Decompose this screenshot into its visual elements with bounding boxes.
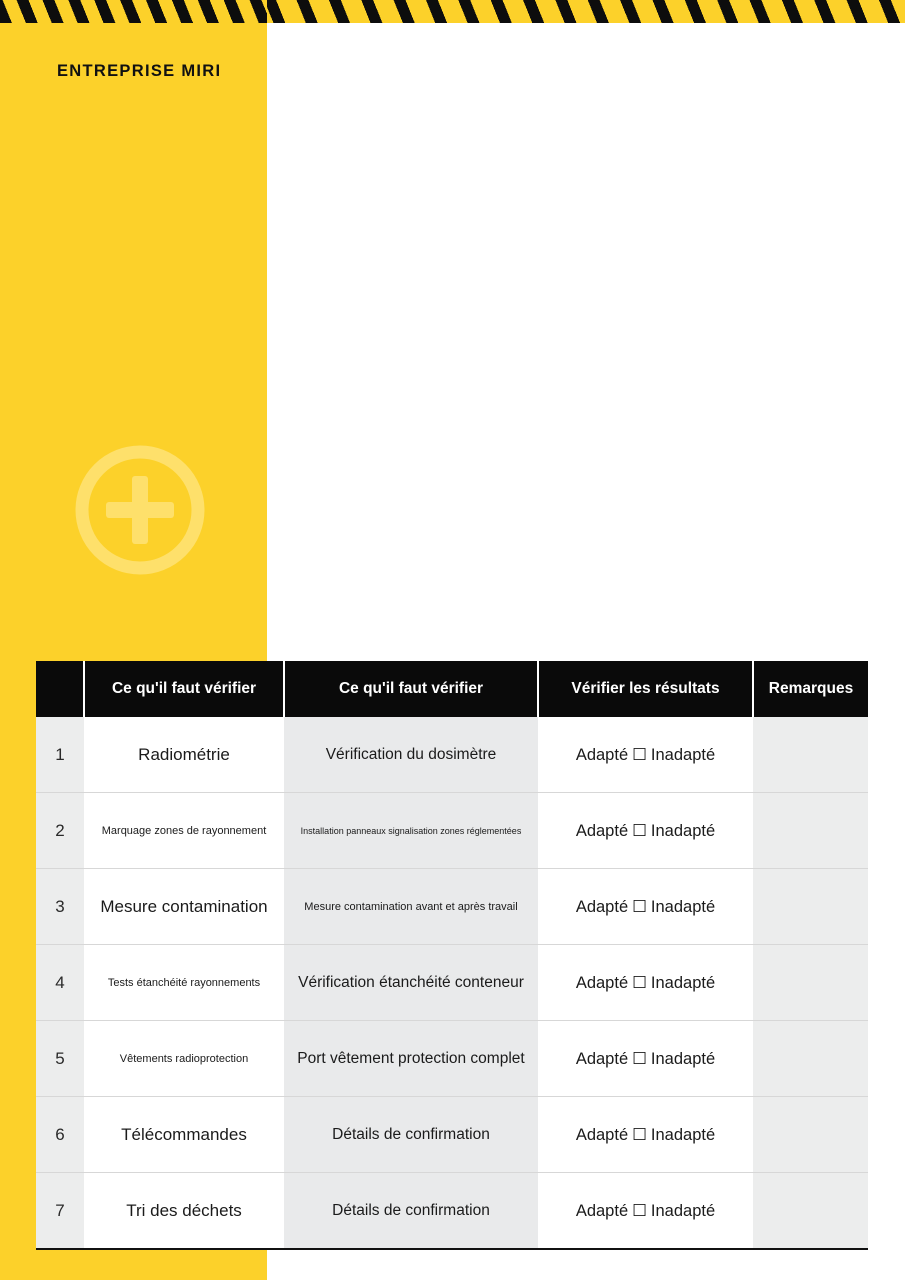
result-adapted-label[interactable]: Adapté: [575, 897, 629, 916]
column-header-index: [36, 661, 84, 717]
result-unadapted-label[interactable]: Inadapté: [650, 821, 716, 840]
table-row: [36, 1021, 868, 1097]
row-check-item: Radiométrie: [84, 717, 284, 793]
result-unadapted-label[interactable]: Inadapté: [650, 973, 716, 992]
safety-checklist-table: [36, 661, 868, 1250]
result-adapted-label[interactable]: Adapté: [575, 1125, 629, 1144]
row-index: 4: [36, 945, 84, 1021]
row-result-options[interactable]: [538, 869, 753, 945]
side-panel-rail: [0, 645, 36, 1245]
table-row: [36, 717, 868, 793]
result-adapted-label[interactable]: Adapté: [575, 1201, 629, 1220]
result-adapted-label[interactable]: Adapté: [575, 745, 629, 764]
result-adapted-label[interactable]: Adapté: [575, 821, 629, 840]
row-check-detail: Mesure contamination avant et après travail: [284, 869, 538, 945]
row-index: 3: [36, 869, 84, 945]
table-row: [36, 793, 868, 869]
row-check-detail: Vérification du dosimètre: [284, 717, 538, 793]
row-index: 1: [36, 717, 84, 793]
result-unadapted-label[interactable]: Inadapté: [650, 745, 716, 764]
checkbox-icon[interactable]: ☐: [632, 1201, 647, 1220]
row-remarks[interactable]: [753, 793, 868, 869]
row-check-item: Mesure contamination: [84, 869, 284, 945]
row-remarks[interactable]: [753, 1173, 868, 1249]
table-row: [36, 869, 868, 945]
result-unadapted-label[interactable]: Inadapté: [650, 1125, 716, 1144]
checkbox-icon[interactable]: ☐: [632, 1049, 647, 1068]
circle-plus-icon: [70, 440, 210, 580]
row-index: 2: [36, 793, 84, 869]
row-check-item: Télécommandes: [84, 1097, 284, 1173]
hazard-stripe-band: [0, 0, 905, 23]
hazard-stripe-right: [267, 0, 905, 23]
column-header-check: Ce qu'il faut vérifier: [84, 661, 284, 717]
row-check-item: Vêtements radioprotection: [84, 1021, 284, 1097]
row-result-options[interactable]: [538, 945, 753, 1021]
result-unadapted-label[interactable]: Inadapté: [650, 897, 716, 916]
column-header-detail: Ce qu'il faut vérifier: [284, 661, 538, 717]
hazard-stripe-left: [0, 0, 267, 23]
result-adapted-label[interactable]: Adapté: [575, 1049, 629, 1068]
result-unadapted-label[interactable]: Inadapté: [650, 1201, 716, 1220]
row-result-options[interactable]: [538, 717, 753, 793]
table-row: [36, 945, 868, 1021]
row-index: 6: [36, 1097, 84, 1173]
result-unadapted-label[interactable]: Inadapté: [650, 1049, 716, 1068]
row-result-options[interactable]: [538, 1173, 753, 1249]
checkbox-icon[interactable]: ☐: [632, 897, 647, 916]
checkbox-icon[interactable]: ☐: [632, 1125, 647, 1144]
table-row: [36, 1173, 868, 1249]
result-adapted-label[interactable]: Adapté: [575, 973, 629, 992]
checkbox-icon[interactable]: ☐: [632, 821, 647, 840]
row-check-item: Tri des déchets: [84, 1173, 284, 1249]
column-header-result: Vérifier les résultats: [538, 661, 753, 717]
row-check-detail: Installation panneaux signalisation zones réglementées: [284, 793, 538, 869]
checkbox-icon[interactable]: ☐: [632, 973, 647, 992]
row-result-options[interactable]: [538, 1021, 753, 1097]
brand-name: ENTREPRISE MIRI: [57, 62, 222, 80]
table-row: [36, 1097, 868, 1173]
row-check-detail: Détails de confirmation: [284, 1173, 538, 1249]
row-result-options[interactable]: [538, 1097, 753, 1173]
row-remarks[interactable]: [753, 1097, 868, 1173]
row-check-detail: Détails de confirmation: [284, 1097, 538, 1173]
table-body: [36, 717, 868, 1248]
row-remarks[interactable]: [753, 869, 868, 945]
row-index: 7: [36, 1173, 84, 1249]
row-remarks[interactable]: [753, 1021, 868, 1097]
row-check-detail: Port vêtement protection complet: [284, 1021, 538, 1097]
column-header-remarks: Remarques: [753, 661, 868, 717]
row-check-item: Tests étanchéité rayonnements: [84, 945, 284, 1021]
row-check-item: Marquage zones de rayonnement: [84, 793, 284, 869]
checkbox-icon[interactable]: ☐: [632, 745, 647, 764]
row-result-options[interactable]: [538, 793, 753, 869]
row-index: 5: [36, 1021, 84, 1097]
document-body: [267, 23, 905, 645]
table-header-row: [36, 661, 868, 717]
row-remarks[interactable]: [753, 717, 868, 793]
row-check-detail: Vérification étanchéité conteneur: [284, 945, 538, 1021]
row-remarks[interactable]: [753, 945, 868, 1021]
